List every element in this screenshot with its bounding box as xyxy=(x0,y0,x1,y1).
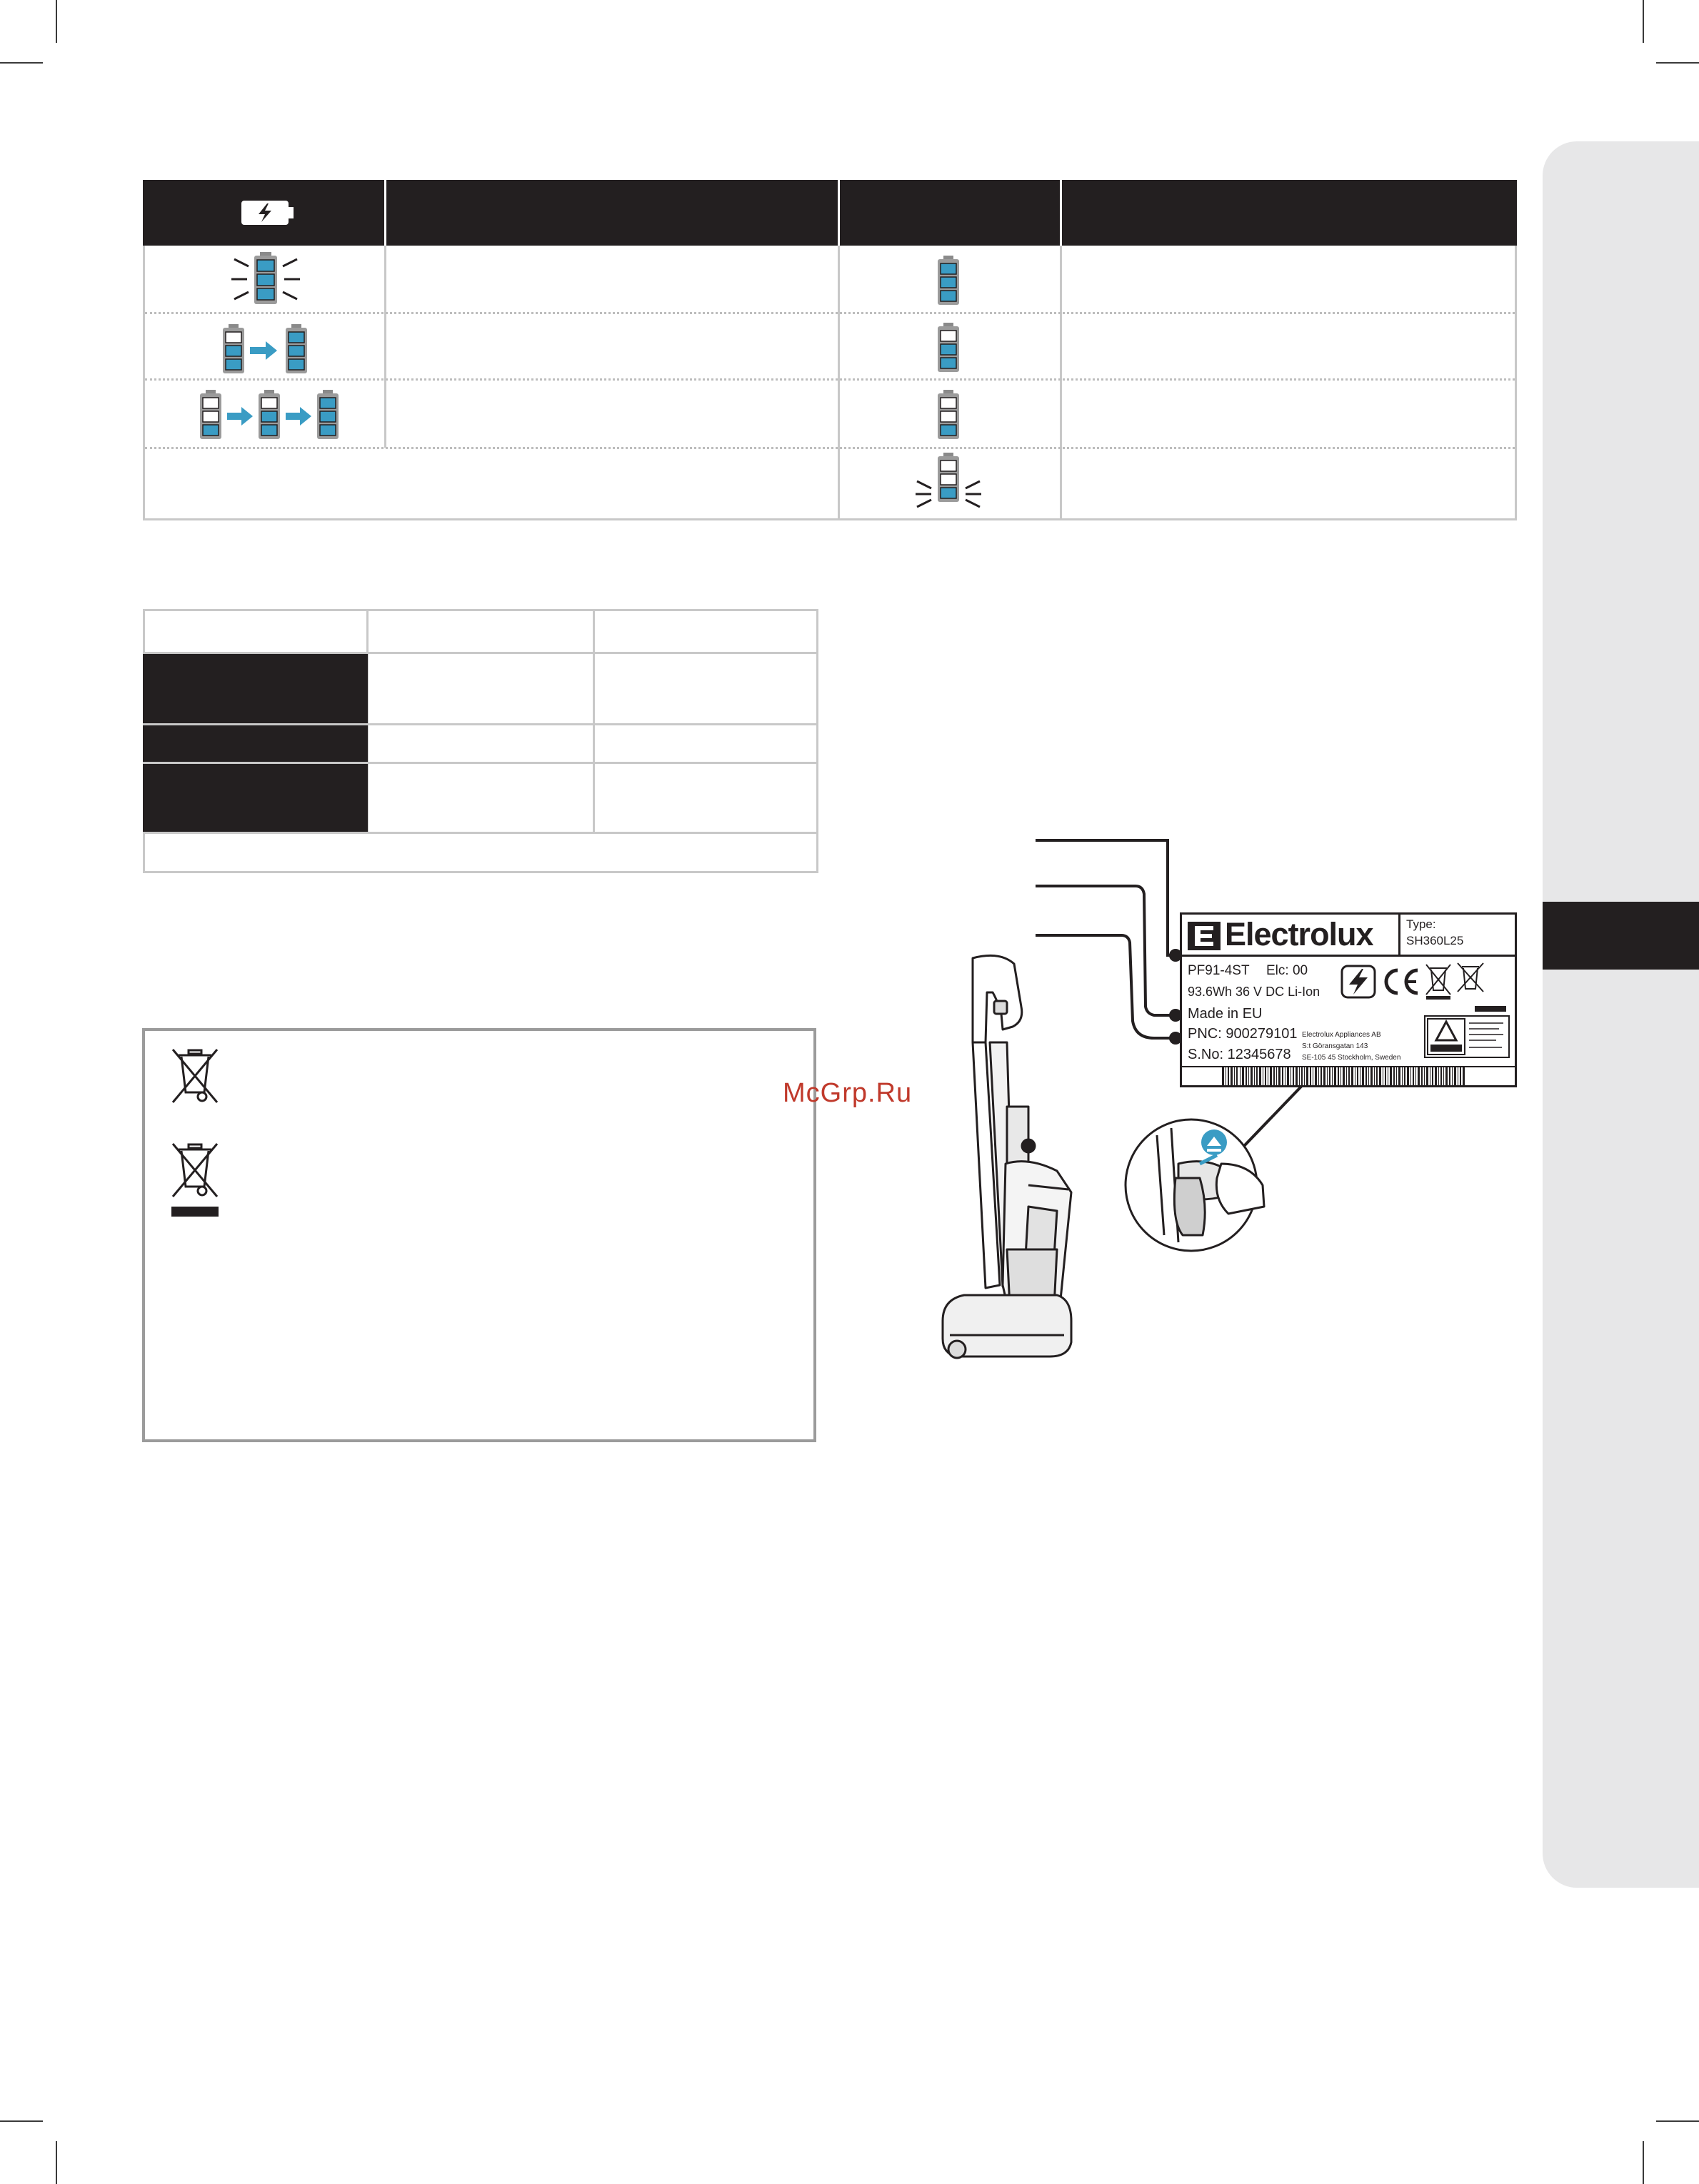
battery-two-thirds-icon xyxy=(936,323,961,373)
label-battery: 93.6Wh 36 V DC Li-Ion xyxy=(1188,985,1320,999)
row-separator xyxy=(145,378,1515,381)
column-divider xyxy=(593,609,595,832)
battery-low-blinking-icon xyxy=(914,453,983,510)
crop-mark xyxy=(56,2141,57,2184)
label-city: SE-105 45 Stockholm, Sweden xyxy=(1302,1054,1401,1062)
row-separator xyxy=(145,447,1515,449)
column-divider xyxy=(384,246,386,448)
battery-table-header xyxy=(143,180,1517,246)
label-street: S:t Göransgatan 143 xyxy=(1302,1042,1368,1050)
crop-mark xyxy=(0,2120,43,2122)
electrolux-logo-icon xyxy=(1188,922,1221,950)
crossed-out-bin-icon xyxy=(1425,963,1452,1000)
spec-row-header xyxy=(143,725,368,762)
header-divider xyxy=(384,180,386,246)
label-company: Electrolux Appliances AB xyxy=(1302,1031,1381,1039)
recycling-info-box xyxy=(142,1028,816,1442)
vacuum-cleaner-illustration xyxy=(928,950,1271,1378)
battery-charging-icon xyxy=(240,199,294,226)
crop-mark xyxy=(0,62,43,64)
crop-mark xyxy=(1656,62,1699,64)
chapter-side-tab-active xyxy=(1543,902,1699,970)
label-divider xyxy=(1398,915,1400,955)
battery-sequence-icon xyxy=(221,324,314,376)
crop-mark xyxy=(1656,2120,1699,2122)
label-made-in: Made in EU xyxy=(1188,1006,1263,1022)
battery-blinking-icon xyxy=(230,251,301,306)
spec-row-header xyxy=(143,764,368,832)
tuv-certification-icon xyxy=(1423,1015,1510,1059)
label-elc: Elc: 00 xyxy=(1266,963,1308,978)
label-type-label: Type: xyxy=(1406,917,1436,931)
chapter-side-tab xyxy=(1543,141,1699,1888)
crop-mark xyxy=(56,0,57,43)
column-divider xyxy=(1060,246,1062,520)
label-model: PF91-4ST xyxy=(1188,963,1250,978)
battery-sequence-icon xyxy=(199,390,349,441)
crop-mark xyxy=(1643,2141,1644,2184)
crossed-out-bin-icon xyxy=(1456,962,1485,993)
label-pnc: PNC: 900279101 xyxy=(1188,1026,1298,1042)
battery-full-icon xyxy=(936,256,961,306)
row-separator xyxy=(145,312,1515,314)
lightning-symbol-icon xyxy=(1340,965,1376,999)
crossed-out-bin-icon xyxy=(170,1048,220,1105)
header-divider xyxy=(838,180,840,246)
crossed-out-bin-icon xyxy=(170,1142,220,1218)
label-black-bar xyxy=(1475,1006,1506,1012)
battery-one-third-icon xyxy=(936,390,961,440)
row-separator xyxy=(143,832,818,834)
label-brand: Electrolux xyxy=(1225,916,1373,952)
watermark: McGrp.Ru xyxy=(783,1078,913,1108)
label-serial: S.No: 12345678 xyxy=(1188,1047,1291,1062)
ce-mark-icon xyxy=(1380,966,1420,997)
header-divider xyxy=(1060,180,1062,246)
column-divider xyxy=(838,246,840,520)
label-type-value: SH360L25 xyxy=(1406,934,1464,947)
crop-mark xyxy=(1643,0,1644,43)
spec-row-header xyxy=(143,654,368,723)
